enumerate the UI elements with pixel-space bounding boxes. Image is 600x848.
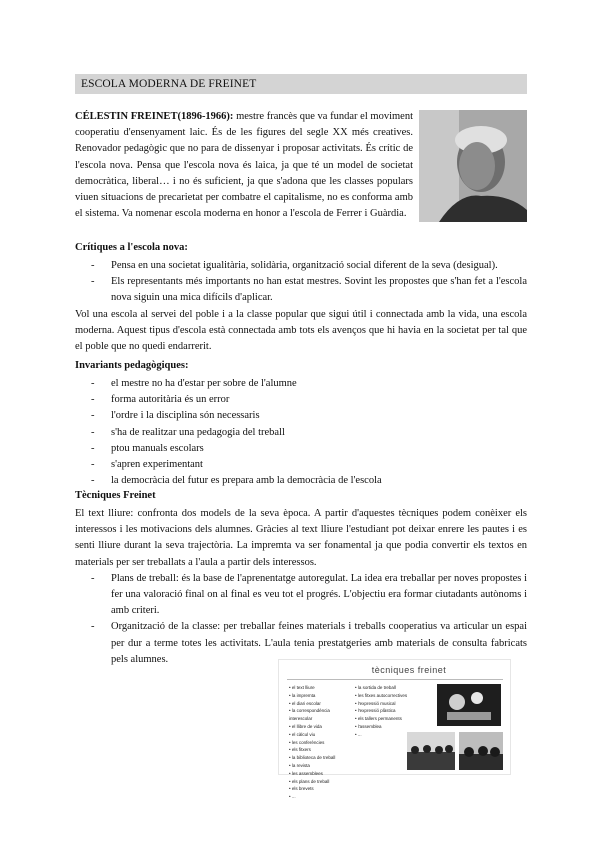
critiques-heading: Crítiques a l'escola nova: [75, 242, 188, 253]
slide-item: • els plans de treball [289, 778, 330, 784]
tecniques-slide-image [278, 659, 511, 800]
critiques-paragraph: Vol una escola al servei del poble i a la classe popular que sigui útil i connectada amb la vida, una escola moderna. Aquest tipus d'escola està connectada amb tots els avenços que hi havia en la societat per tal que el poble que no quedi endarrerit. [75, 308, 527, 353]
slide-item: • el càlcul viu [289, 731, 316, 737]
intro-name: CÉLESTIN FREINET(1896-1966): [75, 111, 234, 122]
slide-photo-group [459, 732, 503, 770]
photo-icon [407, 732, 455, 770]
list-item: - s'apren experimentant [75, 457, 527, 473]
photo-icon [459, 732, 503, 770]
list-item: - el mestre no ha d'estar per sobre de l'alumne [75, 376, 527, 392]
slide-photo-workshop [437, 684, 501, 726]
portrait-icon [419, 110, 527, 222]
slide-item: • el llibre de vida [289, 723, 322, 729]
tecniques-heading: Tècniques Freinet [75, 490, 156, 501]
tecniques-list [75, 571, 527, 668]
slide-divider [287, 679, 503, 680]
slide-item: • els brevets [289, 786, 314, 792]
slide-item: • el diari escolar [289, 700, 321, 706]
intro-paragraph [75, 109, 413, 222]
slide-item: • la correspondència [289, 708, 330, 714]
photo-icon [437, 684, 501, 726]
slide-item: • la impremta [289, 692, 316, 698]
invariants-heading: Invariants pedagògiques: [75, 360, 189, 371]
tecniques-block [75, 506, 527, 668]
slide-item: • la revista [289, 762, 310, 768]
slide-item: • les fitxes autocorrectives [355, 692, 408, 698]
intro-text: mestre francès que va fundar el moviment cooperatiu d'ensenyament laic. És de les figures del segle XX més creatives. Renovador pedagògic que no para de dissenyar i proposar activitats. És crític de l'escola nova. Pensa que l'escola nova és laica, ja que té un model de societat democràtica, liberal… i no és suficient, ja que s'adona que les classes populars viuen situacions de precarietat per combatre el capitalisme, no es conforma amb el sistema. Va nomenar escola moderna en honor a l'escola de Ferrer i Guàrdia. [75, 111, 413, 220]
slide-title: tècniques freinet [371, 665, 447, 675]
list-item: - forma autoritària és un error [75, 392, 527, 408]
critiques-block [75, 258, 527, 355]
critiques-list [75, 258, 527, 307]
list-item: - Els representants més importants no han estat mestres. Sovint les propostes que s'han fet a l'escola nova siguin una mica difícils d'aplicar. [75, 274, 527, 306]
list-item: - s'ha de realitzar una pedagogia del treball [75, 425, 527, 441]
slide-photo-class [407, 732, 455, 770]
slide-item: • l'assemblea [355, 723, 382, 729]
slide-item: • els fitxers [289, 747, 311, 753]
slide-item: • la sortida de treball [355, 685, 396, 690]
slide-column-1 [289, 684, 335, 801]
list-item: - Pensa en una societat igualitària, solidària, organització social diferent de la seva (desigual). [75, 258, 527, 274]
freinet-portrait [419, 110, 527, 222]
slide-item: • ... [355, 731, 362, 737]
invariants-block [75, 376, 527, 489]
list-item: - ptou manuals escolars [75, 441, 527, 457]
slide-item: • la biblioteca de treball [289, 755, 336, 761]
slide-item: interescolar [289, 716, 313, 722]
list-item: - Organització de la classe: per treballar feines materials i treballs cooperatius va articular un espai per dur a terme totes les activitats. L'aula tenia prestatgeries amb materials de consulta fabricats pels alumnes. [75, 619, 527, 668]
slide-item: • el text lliure [289, 685, 315, 690]
section-title: ESCOLA MODERNA DE FREINET [75, 74, 527, 94]
slide-item: • les conferències [289, 739, 325, 745]
slide-item: • les assemblees [289, 770, 323, 776]
list-item: - l'ordre i la disciplina són necessaris [75, 408, 527, 424]
slide-item: • l'expressió plàstica [355, 708, 396, 714]
invariants-list [75, 376, 527, 489]
slide-item: • l'expressió musical [355, 700, 396, 706]
list-item: - la democràcia del futur es prepara amb la democràcia de l'escola [75, 473, 527, 489]
slide-item: • ... [289, 794, 296, 800]
list-item: - Plans de treball: és la base de l'aprenentatge autoregulat. La idea era treballar per noves propostes i fer una valoració final on al final es veu tot el progrés. L'objectiu era formar ciutadants autònoms i amb criteri. [75, 571, 527, 620]
slide-item: • els tallers permanents [355, 716, 402, 722]
slide-column-2 [355, 684, 407, 739]
tecniques-paragraph: El text lliure: confronta dos models de la seva època. A partir d'aquestes tècniques podem conèixer els interessos i les motivacions dels alumnes. Gràcies al text lliure l'estudiant pot deixar enrere les pautes i es senti lliure durant la seva trajectòria. La impremta va ser fonamental ja que podia convertir els textos en materials per ser treballats a l'aula a partir dels interessos. [75, 508, 527, 568]
